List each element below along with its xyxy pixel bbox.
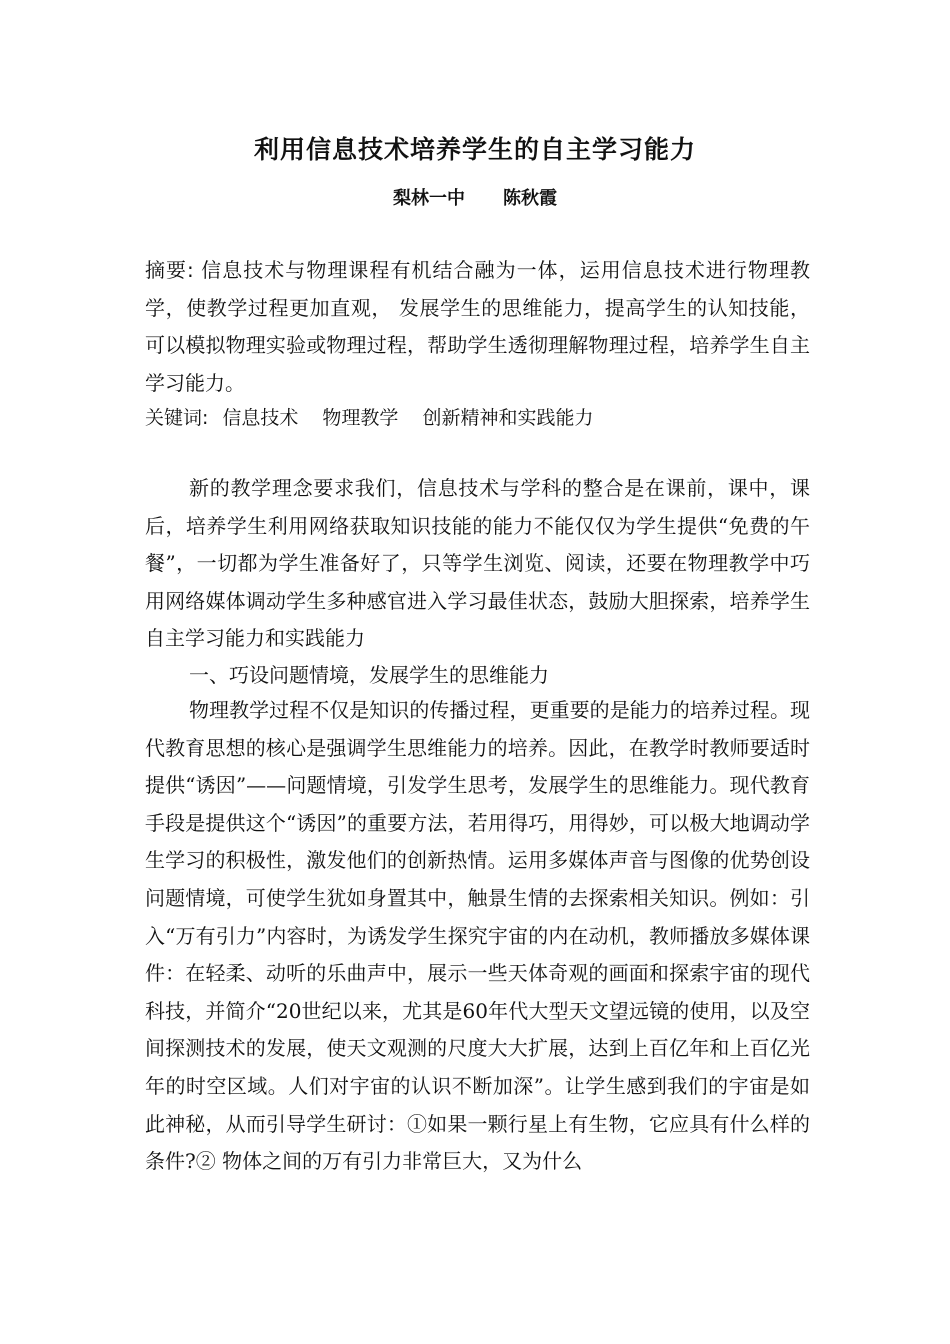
author-school: 梨林一中	[393, 188, 465, 209]
abstract-label: 摘要:	[145, 258, 194, 282]
keyword-item: 创新精神和实践能力	[422, 407, 594, 429]
keywords-label: 关键词:	[145, 407, 209, 429]
author-name: 陈秋霞	[503, 188, 557, 209]
intro-paragraph: 新的教学理念要求我们，信息技术与学科的整合是在课前，课中，课后，培养学生利用网络获取知识技能的能力不能仅仅为学生提供“免费的午餐”，一切都为学生准备好了，只等学生浏览、阅读，还要在物理教学中巧用网络媒体调动学生多种感官进入学习最佳状态，鼓励大胆探索，培养学生自主学习能力和实践能力	[145, 476, 810, 651]
keyword-item: 物理教学	[322, 407, 399, 429]
abstract	[145, 252, 810, 402]
section-paragraph: 物理教学过程不仅是知识的传播过程，更重要的是能力的培养过程。现代教育思想的核心是强调学生思维能力的培养。因此，在教学时教师要适时提供“诱因”——问题情境，引发学生思考，发展学生的思维能力。现代教育手段是提供这个“诱因”的重要方法，若用得巧，用得妙，可以极大地调动学生学习的积极性，激发他们的创新热情。运用多媒体声音与图像的优势创设问题情境，可使学生犹如身置其中，触景生情的去探索相关知识。例如：引入“万有引力”内容时，为诱发学生探究宇宙的内在动机，教师播放多媒体课件：在轻柔、动听的乐曲声中，展示一些天体奇观的画面和探索宇宙的现代科技，并简介“20世纪以来，尤其是60年代大型天文望远镜的使用，以及空间探测技术的发展，使天文观测的尺度大大扩展，达到上百亿年和上百亿光年的时空区域。人们对宇宙的认识不断加深”。让学生感到我们的宇宙是如此神秘，从而引导学生研讨：①如果一颗行星上有生物，它应具有什么样的条件?② 物体之间的万有引力非常巨大，又为什么	[145, 698, 810, 1174]
keywords	[145, 401, 810, 435]
document-title: 利用信息技术培养学生的自主学习能力	[253, 135, 696, 164]
abstract-text: 信息技术与物理课程有机结合融为一体，运用信息技术进行物理教学，使教学过程更加直观， 发展学生的思维能力，提高学生的认知技能，可以模拟物理实验或物理过程，帮助学生透彻理解物理过程，培养学生自主学习能力。	[145, 258, 810, 395]
section-heading: 一、巧设问题情境，发展学生的思维能力	[189, 663, 549, 687]
keyword-item: 信息技术	[222, 407, 299, 429]
author-line	[0, 186, 950, 212]
